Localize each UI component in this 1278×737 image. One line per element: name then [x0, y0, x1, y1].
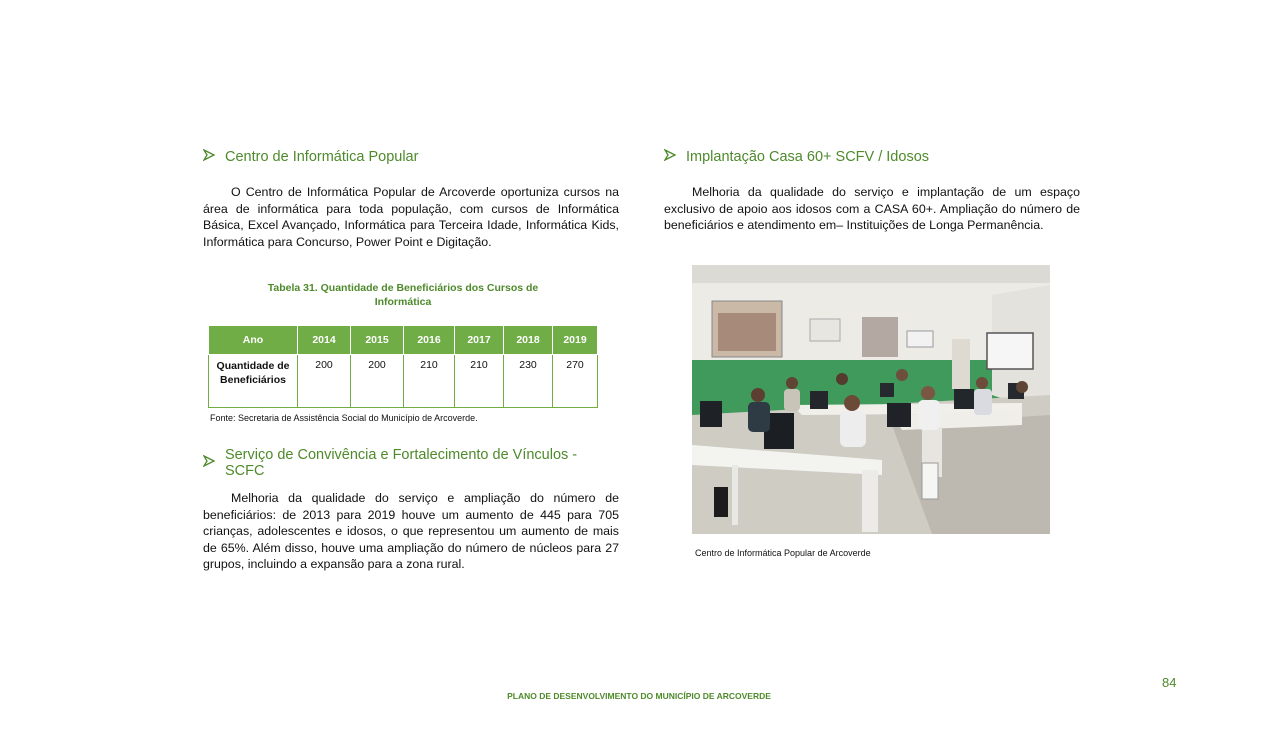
table-header-row: [209, 326, 598, 355]
section-body: Melhoria da qualidade do serviço e implantação de um espaço exclusivo de apoio aos idosos com a CASA 60+. Ampliação do número de beneficiários e atendimento em– Instituições de Longa Permanência.: [664, 185, 1080, 233]
table-cell: 210: [404, 355, 455, 408]
left-column: [203, 146, 619, 250]
classroom-photo: [692, 265, 1050, 534]
arrow-bullet-icon: [664, 149, 680, 165]
table-header-cell: 2018: [504, 326, 553, 355]
beneficiaries-table: [208, 325, 598, 408]
arrow-bullet-icon: [203, 149, 219, 165]
table-header-cell: 2014: [298, 326, 351, 355]
table-header-cell: 2016: [404, 326, 455, 355]
table-cell: 200: [351, 355, 404, 408]
table-source: Fonte: Secretaria de Assistência Social do Município de Arcoverde.: [210, 413, 478, 423]
section-body: Melhoria da qualidade do serviço e ampliação do número de beneficiários: de 2013 para 2019 houve um aumento de 445 para 705 crianças, adolescentes e idosos, o que representou um aumento de mais de 65%. Além disso, houve uma ampliação do número de núcleos para 27 grupos, incluindo a expansão para a zona rural.: [203, 491, 619, 572]
section-title: Implantação Casa 60+ SCFV / Idosos: [686, 149, 930, 165]
table-header-cell: 2019: [553, 326, 598, 355]
page-footer: PLANO DE DESENVOLVIMENTO DO MUNICÍPIO DE ARCOVERDE: [507, 691, 771, 701]
table-cell: 200: [298, 355, 351, 408]
section-heading-centro-informatica: [203, 146, 619, 168]
table-cell: 230: [504, 355, 553, 408]
section-heading-casa-60: [664, 146, 1080, 168]
table-header-cell: 2015: [351, 326, 404, 355]
section-title: Centro de Informática Popular: [225, 149, 419, 165]
table-title: Tabela 31. Quantidade de Beneficiários dos Cursos de Informática: [267, 282, 539, 308]
table-cell: 210: [455, 355, 504, 408]
section-body: O Centro de Informática Popular de Arcoverde oportuniza cursos na área de informática para toda população, com cursos de Informática Básica, Excel Avançado, Informática para Terceira Idade, Informática Kids, Informática para Concurso, Power Point e Digitação.: [203, 185, 619, 249]
arrow-bullet-icon: [203, 455, 219, 471]
table-header-cell: Ano: [209, 326, 298, 355]
table-cell: 270: [553, 355, 598, 408]
table-row-label: Quantidade de Beneficiários: [209, 355, 298, 408]
section-title: Serviço de Convivência e Fortalecimento de Vínculos - SCFC: [224, 447, 578, 479]
table-row: [209, 355, 598, 408]
table-header-cell: 2017: [455, 326, 504, 355]
page-number: 84: [1162, 675, 1177, 690]
right-column: [664, 146, 1080, 234]
left-column-section2: [203, 447, 619, 573]
photo-caption: Centro de Informática Popular de Arcoverde: [695, 548, 871, 558]
section-heading-scfc: [203, 447, 619, 479]
